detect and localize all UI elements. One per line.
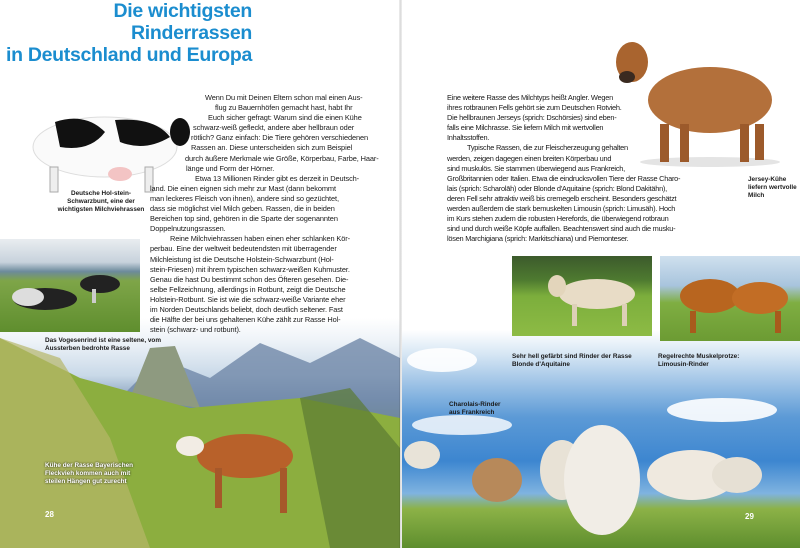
title-line-2: in Deutschland und Europa	[5, 44, 252, 66]
text-line: Wenn Du mit Deinen Eltern schon mal einen Aus-	[205, 93, 363, 102]
text-line: sind muskulös. Sie stammen überwiegend aus Frankreich,	[447, 163, 625, 173]
blonde-aquitaine-photo	[512, 256, 652, 336]
text-line: durch äußere Merkmale wie Größe, Körperbau, Farbe, Haar-	[185, 153, 379, 163]
text-line: Die hellbraunen Jerseys (sprich: Dschörsies) sind eben-	[447, 113, 617, 123]
text-line: Großbritannien oder Italien. Etwa die eindrucksvollen Tiere der Rasse Charo-	[447, 173, 681, 183]
text-line: werden, zeigen dagegen einen breiten Körperbau und	[447, 153, 612, 163]
text-line: Euch sicher gefragt: Warum sind die einen Kühe	[208, 113, 362, 123]
caption-holstein: Deutsche Hol-stein-Schwarzbunt, eine der wichtigsten Milchviehrassen	[57, 190, 145, 213]
limousin-photo	[660, 256, 800, 341]
text-line: Reine Milchviehrassen haben einen eher schlanken Kör-	[170, 234, 350, 244]
text-line: Milchleistung ist die Deutsche Holstein-Schwarzbunt (Hol-	[150, 254, 334, 264]
caption-vosges: Das Vogesenrind ist eine seltene, vom Aussterben bedrohte Rasse	[45, 337, 162, 352]
text-line: Rassen an. Diese unterscheiden sich zum Beispiel	[191, 143, 353, 153]
text-line: Bereichen top sind, gehören in die Sparte der sogenannten	[150, 214, 338, 224]
text-line: sind und durch weiße Köpfe auffallen. Beachtenswert sind auch die musku-	[447, 224, 676, 234]
caption-fleckvieh: Kühe der Rasse Bayerischen Fleckvieh kommen auch mit steilen Hängen gut zurecht	[45, 462, 134, 485]
text-line: lösen Marchigiana (sprich: Markitschiana) und Piemonteser.	[447, 234, 629, 244]
caption-limousin: Regelrechte Muskelprotze: Limousin-Rinder	[658, 353, 740, 368]
caption-blonde: Sehr hell gefärbt sind Rinder der Rasse Blonde d'Aquitaine	[512, 353, 632, 368]
text-line: länge und Form der Hörner.	[186, 163, 275, 173]
text-line: deren Fell sehr attraktiv weiß bis cremegelb erscheint. Besonders geschätzt	[447, 193, 677, 203]
text-line: Holstein-Rotbunt. Sie ist wie die schwarz-weiße Variante eher	[150, 294, 346, 304]
text-line: rötlich? Ganz einfach: Die Tiere gehören verschiedenen	[191, 133, 369, 143]
vosges-cattle-photo	[0, 239, 140, 332]
text-line: perbau. Eine der weltweit bedeutendsten mit überragender	[150, 244, 337, 254]
text-line: Doppelnutzungsrassen.	[150, 224, 226, 234]
text-line: flug zu Bauernhöfen gemacht hast, habt Ihr	[215, 103, 353, 113]
text-line: dass sie möglichst viel Milch geben. Rassen, die in beiden	[150, 204, 335, 214]
text-line: im Norden Deutschlands beliebt, doch deutlich seltener. Fast	[150, 304, 343, 314]
page-number-right: 29	[745, 512, 754, 521]
page-number-left: 28	[45, 510, 54, 519]
text-line: Genau die hast Du bestimmt schon des Öfteren gesehen. Die-	[150, 274, 349, 284]
left-body-text	[150, 93, 395, 335]
title-line-1: Die wichtigsten Rinderrassen	[113, 0, 252, 44]
text-line: Etwa 13 Millionen Rinder gibt es derzeit in Deutsch-	[195, 173, 360, 183]
page-title	[0, 0, 252, 66]
text-line: man leckeres Fleisch von ihnen), andere sind so gezüchtet,	[150, 193, 339, 203]
caption-jersey: Jersey-Kühe liefern wertvolle Milch	[748, 176, 797, 199]
text-line: werden außerdem die stark bemuskelten Limousin (sprich: Limusäh). Hoch	[447, 204, 676, 214]
text-line: Eine weitere Rasse des Milchtyps heißt Angler. Wegen	[447, 93, 613, 102]
text-line: stein-Friesen) mit ihrem typischen schwarz-weißen Kuhmuster.	[150, 264, 350, 274]
text-line: ihres rotbraunen Fells gehört sie zum Deutschen Rotvieh.	[447, 103, 622, 113]
text-line: falls eine Milchrasse. Sie liefern Milch mit wertvollen	[447, 123, 604, 133]
text-line: die Hälfte der bei uns gehaltenen Kühe zählt zur Rasse Hol-	[150, 315, 341, 325]
text-line: land. Die einen eignen sich mehr zur Mast (dann bekommt	[150, 183, 336, 193]
caption-charolais: Charolais-Rinder aus Frankreich	[449, 401, 501, 416]
text-line: stein (schwarz- und rotbunt).	[150, 325, 241, 335]
text-line: Inhaltsstoffen.	[447, 133, 490, 143]
right-body-text	[447, 93, 747, 244]
text-line: im Kurs stehen zudem die robusten Herefords, die überwiegend rotbraun	[447, 214, 669, 224]
text-line: lais (sprich: Scharolāh) oder Blonde d'Aquitaine (sprich: Blond Dakitähn),	[447, 183, 667, 193]
text-line: schwarz-weiß gefleckt, andere aber hellbraun oder	[193, 123, 355, 133]
text-line: selbe Fellzeichnung, allerdings in Rotbunt, zeigt die Deutsche	[150, 284, 346, 294]
page-gutter	[399, 0, 402, 548]
text-line: Typische Rassen, die zur Fleischerzeugung gehalten	[467, 143, 628, 153]
